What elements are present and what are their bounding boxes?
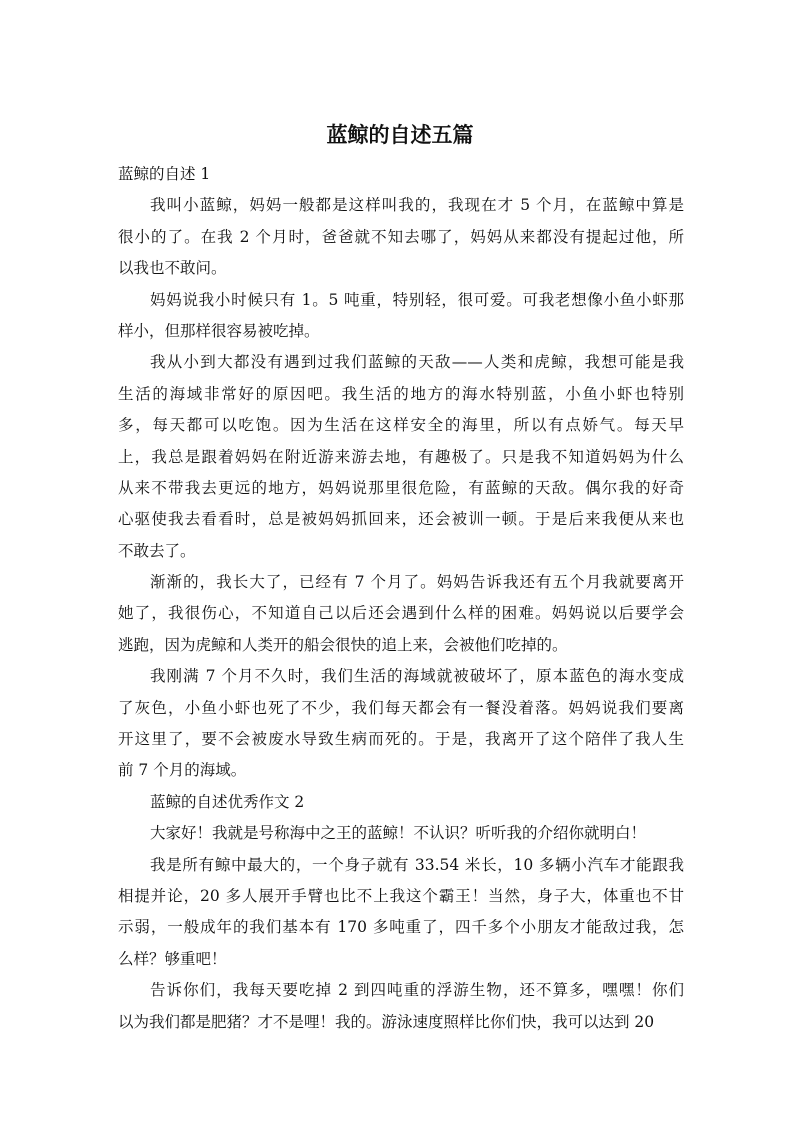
paragraph [118, 347, 684, 567]
text-line: 上，我总是跟着妈妈在附近游来游去地，有趣极了。只是我不知道妈妈为什么 [118, 447, 684, 466]
text-line: 她了，我很伤心，不知道自己以后还会遇到什么样的困难。妈妈说以后要学会 [118, 604, 684, 623]
text-line: 以为我们都是肥猪？才不是哩！我的。游泳速度照样比你们快，我可以达到 20 [118, 1012, 655, 1031]
paragraph [118, 661, 684, 787]
text-line: 告诉你们，我每天要吃掉 2 到四吨重的浮游生物，还不算多，嘿嘿！你们 [150, 981, 684, 1000]
paragraph [118, 850, 684, 976]
section-heading [118, 787, 684, 818]
paragraph [118, 285, 684, 348]
document-body [118, 159, 684, 1038]
text-line: 以我也不敢问。 [118, 259, 227, 278]
paragraph [118, 818, 684, 849]
text-line: 心驱使我去看看时，总是被妈妈抓回来，还会被训一顿。于是后来我便从来也 [118, 510, 684, 529]
text-line: 前 7 个月的海域。 [118, 761, 247, 780]
text-line: 相提并论，20 多人展开手臂也比不上我这个霸王！当然，身子大，体重也不甘 [118, 886, 684, 905]
text-line: 渐渐的，我长大了，已经有 7 个月了。妈妈告诉我还有五个月我就要离开 [150, 573, 684, 592]
text-line: 逃跑，因为虎鲸和人类开的船会很快的追上来，会被他们吃掉的。 [118, 635, 568, 654]
text-line: 样小，但那样很容易被吃掉。 [118, 321, 320, 340]
text-line: 很小的了。在我 2 个月时，爸爸就不知去哪了，妈妈从来都没有提起过他，所 [118, 227, 684, 246]
text-line: 开这里了，要不会被废水导致生病而死的。于是，我离开了这个陪伴了我人生 [118, 730, 684, 749]
paragraph [118, 975, 684, 1038]
text-line: 我刚满 7 个月不久时，我们生活的海域就被破坏了，原本蓝色的海水变成 [150, 667, 684, 686]
text-line: 蓝鲸的自述优秀作文 2 [150, 792, 305, 811]
text-line: 我是所有鲸中最大的，一个身子就有 33.54 米长，10 多辆小汽车才能跟我 [150, 855, 684, 874]
document-title: 蓝鲸的自述五篇 [326, 123, 474, 147]
paragraph [118, 567, 684, 661]
text-line: 我从小到大都没有遇到过我们蓝鲸的天敌——人类和虎鲸，我想可能是我 [150, 353, 684, 372]
paragraph [118, 190, 684, 284]
text-line: 多，每天都可以吃饱。因为生活在这样安全的海里，所以有点娇气。每天早 [118, 416, 684, 435]
text-line: 从来不带我去更远的地方，妈妈说那里很危险，有蓝鲸的天敌。偶尔我的好奇 [118, 478, 684, 497]
text-line: 不敢去了。 [118, 541, 196, 560]
section-heading [118, 159, 684, 190]
text-line: 大家好！我就是号称海中之王的蓝鲸！不认识？听听我的介绍你就明白！ [150, 824, 647, 843]
text-line: 我叫小蓝鲸，妈妈一般都是这样叫我的，我现在才 5 个月，在蓝鲸中算是 [150, 196, 684, 215]
text-line: 示弱，一般成年的我们基本有 170 多吨重了，四千多个小朋友才能敌过我，怎 [118, 918, 684, 937]
text-line: 蓝鲸的自述 1 [118, 165, 211, 183]
text-line: 生活的海域非常好的原因吧。我生活的地方的海水特别蓝，小鱼小虾也特别 [118, 384, 684, 403]
text-line: 了灰色，小鱼小虾也死了不少，我们每天都会有一餐没着落。妈妈说我们要离 [118, 698, 684, 717]
text-line: 么样？够重吧！ [118, 949, 227, 968]
text-line: 妈妈说我小时候只有 1。5 吨重，特别轻，很可爱。可我老想像小鱼小虾那 [150, 290, 684, 309]
